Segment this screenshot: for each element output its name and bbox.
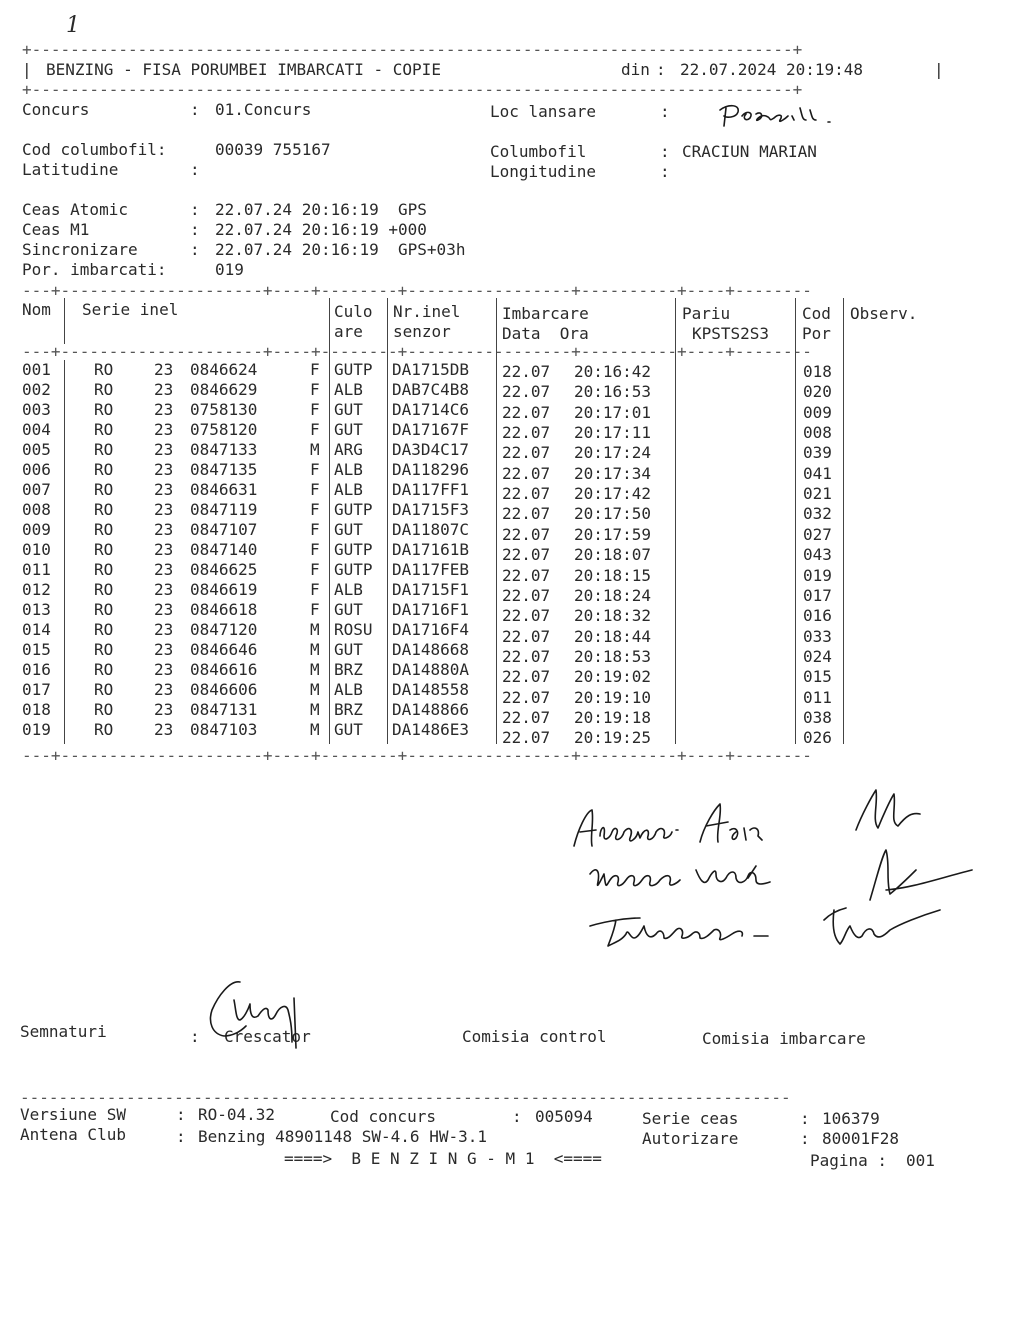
row-ring-number: 0846631 — [190, 480, 258, 499]
ceas-m1-value: 22.07.24 20:16:19 +000 — [215, 220, 427, 239]
row-embark-time: 20:17:59 — [574, 525, 652, 544]
row-color: GUT — [334, 520, 363, 539]
row-sex: F — [310, 600, 320, 619]
row-sex: F — [310, 560, 320, 579]
row-cod-por: 026 — [803, 728, 832, 747]
autorizare-separator: : — [800, 1129, 810, 1148]
footer-separator: -------------------------------------------------------------------------------- — [20, 1088, 791, 1107]
row-sensor-ring: DA1715F1 — [392, 580, 470, 599]
row-embark-time: 20:17:01 — [574, 403, 652, 422]
row-color: ALB — [334, 580, 363, 599]
row-embark-date: 22.07 — [502, 362, 551, 381]
row-color: GUT — [334, 400, 363, 419]
row-year: 23 — [154, 500, 174, 519]
row-nom: 012 — [22, 580, 51, 599]
row-color: GUTP — [334, 360, 373, 379]
header-date-label: din — [621, 60, 650, 79]
row-embark-time: 20:18:24 — [574, 586, 652, 605]
loc-lansare-handwriting — [718, 100, 848, 132]
antena-club-label: Antena Club — [20, 1125, 126, 1144]
row-cod-por: 008 — [803, 423, 832, 442]
row-embark-time: 20:16:53 — [574, 382, 652, 401]
page-number-mark: 1 — [66, 13, 80, 38]
antena-club-separator: : — [176, 1127, 186, 1146]
row-color: ARG — [334, 440, 363, 459]
row-cod-por: 018 — [803, 362, 832, 381]
row-cod-por: 021 — [803, 484, 832, 503]
row-sex: F — [310, 540, 320, 559]
table-bottom-border: ---+---------------------+----+--------+-----------------+----------+----+-------- — [22, 746, 812, 765]
ceas-m1-separator: : — [190, 220, 200, 239]
concurs-separator: : — [190, 100, 200, 119]
row-embark-date: 22.07 — [502, 708, 551, 727]
row-sensor-ring: DA11807C — [392, 520, 470, 539]
row-embark-date: 22.07 — [502, 606, 551, 625]
row-nom: 001 — [22, 360, 51, 379]
row-sensor-ring: DA148558 — [392, 680, 470, 699]
row-cod-por: 016 — [803, 606, 832, 625]
row-sex: M — [310, 700, 320, 719]
row-cod-por: 041 — [803, 464, 832, 483]
row-ring-number: 0847119 — [190, 500, 258, 519]
row-sex: F — [310, 580, 320, 599]
row-ring-number: 0846616 — [190, 660, 258, 679]
col-divider — [496, 298, 497, 744]
row-cod-por: 020 — [803, 382, 832, 401]
row-embark-date: 22.07 — [502, 484, 551, 503]
longitudine-separator: : — [660, 162, 670, 181]
row-embark-time: 20:17:50 — [574, 504, 652, 523]
row-cod-por: 019 — [803, 566, 832, 585]
latitudine-separator: : — [190, 160, 200, 179]
header-right-pipe: | — [934, 60, 944, 79]
concurs-value: 01.Concurs — [215, 100, 312, 119]
row-embark-time: 20:19:10 — [574, 688, 652, 707]
row-year: 23 — [154, 420, 174, 439]
row-embark-time: 20:17:42 — [574, 484, 652, 503]
row-embark-time: 20:18:53 — [574, 647, 652, 666]
row-embark-date: 22.07 — [502, 667, 551, 686]
table-header-separator: ---+---------------------+----+--------+-----------------+----------+----+-------- — [22, 342, 812, 361]
benzing-brand-line: ====> B E N Z I N G - M 1 <==== — [284, 1149, 602, 1168]
row-sex: F — [310, 400, 320, 419]
row-cod-por: 032 — [803, 504, 832, 523]
row-color: GUTP — [334, 560, 373, 579]
col-header-nom: Nom — [22, 300, 51, 319]
header-bottom-border: +-------------------------------------------------------------------------------+ — [22, 80, 803, 99]
row-embark-date: 22.07 — [502, 382, 551, 401]
row-country: RO — [94, 400, 114, 419]
row-sex: F — [310, 480, 320, 499]
col-divider — [329, 298, 330, 744]
row-embark-time: 20:17:24 — [574, 443, 652, 462]
row-color: BRZ — [334, 700, 363, 719]
row-sex: F — [310, 360, 320, 379]
row-country: RO — [94, 480, 114, 499]
row-sensor-ring: DAB7C4B8 — [392, 380, 470, 399]
row-sensor-ring: DA17161B — [392, 540, 470, 559]
col-header-imbarcare-2: Data Ora — [502, 324, 589, 343]
row-ring-number: 0846646 — [190, 640, 258, 659]
row-country: RO — [94, 360, 114, 379]
document-title: BENZING - FISA PORUMBEI IMBARCATI - COPIE — [46, 60, 441, 79]
row-cod-por: 027 — [803, 525, 832, 544]
row-cod-por: 015 — [803, 667, 832, 686]
row-country: RO — [94, 720, 114, 739]
row-nom: 018 — [22, 700, 51, 719]
row-sex: M — [310, 720, 320, 739]
row-embark-time: 20:18:15 — [574, 566, 652, 585]
comisia-imbarcare-label: Comisia imbarcare — [702, 1029, 866, 1048]
row-year: 23 — [154, 700, 174, 719]
row-color: GUT — [334, 420, 363, 439]
row-country: RO — [94, 540, 114, 559]
row-country: RO — [94, 380, 114, 399]
commission-signatures — [560, 770, 980, 970]
row-year: 23 — [154, 680, 174, 699]
sincronizare-value: 22.07.24 20:16:19 GPS+03h — [215, 240, 466, 259]
row-sensor-ring: DA148866 — [392, 700, 470, 719]
col-header-cod-por-2: Por — [802, 324, 831, 343]
col-divider — [387, 298, 388, 744]
row-sex: M — [310, 640, 320, 659]
row-year: 23 — [154, 440, 174, 459]
ceas-m1-label: Ceas M1 — [22, 220, 90, 239]
row-embark-date: 22.07 — [502, 403, 551, 422]
row-sex: M — [310, 440, 320, 459]
row-year: 23 — [154, 520, 174, 539]
row-nom: 014 — [22, 620, 51, 639]
row-country: RO — [94, 580, 114, 599]
row-year: 23 — [154, 620, 174, 639]
col-header-culoare-1: Culo — [334, 302, 373, 321]
col-header-nr-inel-1: Nr.inel — [393, 302, 461, 321]
row-color: ALB — [334, 480, 363, 499]
col-divider — [64, 298, 65, 344]
serie-ceas-value: 106379 — [822, 1109, 880, 1128]
row-country: RO — [94, 700, 114, 719]
ceas-atomic-label: Ceas Atomic — [22, 200, 128, 219]
row-country: RO — [94, 600, 114, 619]
row-color: GUTP — [334, 500, 373, 519]
row-sex: F — [310, 500, 320, 519]
row-year: 23 — [154, 400, 174, 419]
row-country: RO — [94, 640, 114, 659]
semnaturi-label: Semnaturi — [20, 1022, 107, 1041]
row-embark-date: 22.07 — [502, 728, 551, 747]
row-sex: M — [310, 620, 320, 639]
header-left-pipe: | — [22, 60, 32, 79]
row-sensor-ring: DA1486E3 — [392, 720, 470, 739]
row-nom: 010 — [22, 540, 51, 559]
row-country: RO — [94, 560, 114, 579]
col-divider — [795, 298, 796, 744]
row-nom: 015 — [22, 640, 51, 659]
row-sensor-ring: DA118296 — [392, 460, 470, 479]
row-sensor-ring: DA117FEB — [392, 560, 470, 579]
row-year: 23 — [154, 600, 174, 619]
latitudine-label: Latitudine — [22, 160, 119, 179]
row-year: 23 — [154, 640, 174, 659]
col-header-serie-inel: Serie inel — [82, 300, 179, 319]
row-cod-por: 038 — [803, 708, 832, 727]
versiune-sw-value: RO-04.32 — [198, 1105, 276, 1124]
row-country: RO — [94, 660, 114, 679]
row-year: 23 — [154, 380, 174, 399]
row-sensor-ring: DA1714C6 — [392, 400, 470, 419]
row-ring-number: 0846618 — [190, 600, 258, 619]
row-embark-date: 22.07 — [502, 443, 551, 462]
row-year: 23 — [154, 580, 174, 599]
row-country: RO — [94, 420, 114, 439]
row-embark-time: 20:18:44 — [574, 627, 652, 646]
row-embark-date: 22.07 — [502, 647, 551, 666]
row-sex: F — [310, 520, 320, 539]
crescator-signature — [200, 970, 320, 1050]
row-embark-time: 20:19:18 — [574, 708, 652, 727]
col-header-observatii: Observ. — [850, 304, 918, 323]
row-sex: F — [310, 420, 320, 439]
row-color: GUTP — [334, 540, 373, 559]
row-ring-number: 0846625 — [190, 560, 258, 579]
ceas-atomic-value: 22.07.24 20:16:19 GPS — [215, 200, 427, 219]
row-nom: 011 — [22, 560, 51, 579]
row-ring-number: 0846606 — [190, 680, 258, 699]
header-top-border: +-------------------------------------------------------------------------------+ — [22, 40, 803, 59]
autorizare-label: Autorizare — [642, 1129, 739, 1148]
row-ring-number: 0847107 — [190, 520, 258, 539]
sincronizare-separator: : — [190, 240, 200, 259]
columbofil-separator: : — [660, 142, 670, 161]
row-nom: 002 — [22, 380, 51, 399]
col-header-culoare-2: are — [334, 322, 363, 341]
row-embark-date: 22.07 — [502, 586, 551, 605]
row-year: 23 — [154, 460, 174, 479]
row-sensor-ring: DA14880A — [392, 660, 470, 679]
col-divider — [843, 298, 844, 744]
col-divider — [64, 360, 65, 744]
row-nom: 008 — [22, 500, 51, 519]
row-year: 23 — [154, 480, 174, 499]
row-embark-time: 20:19:25 — [574, 728, 652, 747]
longitudine-label: Longitudine — [490, 162, 596, 181]
table-top-border: ---+---------------------+----+--------+-----------------+----------+----+-------- — [22, 281, 812, 300]
comisia-control-label: Comisia control — [462, 1027, 607, 1046]
row-sensor-ring: DA1716F4 — [392, 620, 470, 639]
row-ring-number: 0847133 — [190, 440, 258, 459]
pagina-label: Pagina : — [810, 1151, 888, 1170]
row-nom: 016 — [22, 660, 51, 679]
col-divider — [675, 298, 676, 744]
row-cod-por: 043 — [803, 545, 832, 564]
autorizare-value: 80001F28 — [822, 1129, 900, 1148]
row-embark-date: 22.07 — [502, 464, 551, 483]
row-color: ALB — [334, 380, 363, 399]
row-color: BRZ — [334, 660, 363, 679]
row-sex: F — [310, 460, 320, 479]
header-date-value: 22.07.2024 20:19:48 — [680, 60, 864, 79]
row-sensor-ring: DA1715F3 — [392, 500, 470, 519]
row-embark-time: 20:16:42 — [574, 362, 652, 381]
row-ring-number: 0847140 — [190, 540, 258, 559]
row-ring-number: 0846619 — [190, 580, 258, 599]
row-country: RO — [94, 520, 114, 539]
ceas-atomic-separator: : — [190, 200, 200, 219]
row-embark-time: 20:19:02 — [574, 667, 652, 686]
row-color: GUT — [334, 640, 363, 659]
serie-ceas-separator: : — [800, 1109, 810, 1128]
col-header-nr-inel-2: senzor — [393, 322, 451, 341]
versiune-sw-separator: : — [176, 1105, 186, 1124]
row-sensor-ring: DA148668 — [392, 640, 470, 659]
row-ring-number: 0758130 — [190, 400, 258, 419]
row-color: ALB — [334, 460, 363, 479]
row-year: 23 — [154, 560, 174, 579]
col-header-cod-por-1: Cod — [802, 304, 831, 323]
row-nom: 019 — [22, 720, 51, 739]
row-cod-por: 039 — [803, 443, 832, 462]
row-embark-time: 20:18:07 — [574, 545, 652, 564]
cod-concurs-separator: : — [512, 1107, 522, 1126]
row-embark-date: 22.07 — [502, 525, 551, 544]
sincronizare-label: Sincronizare — [22, 240, 138, 259]
row-nom: 005 — [22, 440, 51, 459]
row-nom: 007 — [22, 480, 51, 499]
row-ring-number: 0847135 — [190, 460, 258, 479]
row-country: RO — [94, 460, 114, 479]
row-embark-date: 22.07 — [502, 423, 551, 442]
porumbei-imbarcati-label: Por. imbarcati: — [22, 260, 167, 279]
row-embark-date: 22.07 — [502, 545, 551, 564]
semnaturi-separator: : — [190, 1027, 200, 1046]
row-sensor-ring: DA3D4C17 — [392, 440, 470, 459]
row-ring-number: 0847131 — [190, 700, 258, 719]
row-country: RO — [94, 500, 114, 519]
row-country: RO — [94, 680, 114, 699]
serie-ceas-label: Serie ceas — [642, 1109, 739, 1128]
row-year: 23 — [154, 360, 174, 379]
col-header-pariu-2: KPSTS2S3 — [692, 324, 770, 343]
cod-concurs-value: 005094 — [535, 1107, 593, 1126]
row-color: ALB — [334, 680, 363, 699]
row-sex: M — [310, 660, 320, 679]
row-cod-por: 024 — [803, 647, 832, 666]
concurs-label: Concurs — [22, 100, 90, 119]
row-ring-number: 0847120 — [190, 620, 258, 639]
row-embark-time: 20:18:32 — [574, 606, 652, 625]
row-sex: M — [310, 680, 320, 699]
row-nom: 006 — [22, 460, 51, 479]
columbofil-value: CRACIUN MARIAN — [682, 142, 817, 161]
loc-lansare-label: Loc lansare — [490, 102, 596, 121]
row-embark-date: 22.07 — [502, 566, 551, 585]
col-header-pariu-1: Pariu — [682, 304, 731, 323]
row-nom: 009 — [22, 520, 51, 539]
cod-concurs-label: Cod concurs — [330, 1107, 436, 1126]
row-ring-number: 0758120 — [190, 420, 258, 439]
row-embark-date: 22.07 — [502, 627, 551, 646]
row-color: ROSU — [334, 620, 373, 639]
row-color: GUT — [334, 600, 363, 619]
row-cod-por: 017 — [803, 586, 832, 605]
row-cod-por: 009 — [803, 403, 832, 422]
row-ring-number: 0846624 — [190, 360, 258, 379]
cod-columbofil-label: Cod columbofil: — [22, 140, 167, 159]
row-year: 23 — [154, 720, 174, 739]
cod-columbofil-value: 00039 755167 — [215, 140, 331, 159]
antena-club-value: Benzing 48901148 SW-4.6 HW-3.1 — [198, 1127, 487, 1146]
row-embark-date: 22.07 — [502, 688, 551, 707]
row-cod-por: 033 — [803, 627, 832, 646]
porumbei-imbarcati-value: 019 — [215, 260, 244, 279]
pagina-value: 001 — [906, 1151, 935, 1170]
row-sensor-ring: DA17167F — [392, 420, 470, 439]
col-header-imbarcare-1: Imbarcare — [502, 304, 589, 323]
loc-lansare-separator: : — [660, 102, 670, 121]
row-year: 23 — [154, 660, 174, 679]
row-sensor-ring: DA1716F1 — [392, 600, 470, 619]
row-sex: F — [310, 380, 320, 399]
columbofil-label: Columbofil — [490, 142, 587, 161]
row-nom: 013 — [22, 600, 51, 619]
row-color: GUT — [334, 720, 363, 739]
row-embark-date: 22.07 — [502, 504, 551, 523]
row-country: RO — [94, 620, 114, 639]
row-embark-time: 20:17:11 — [574, 423, 652, 442]
row-sensor-ring: DA117FF1 — [392, 480, 470, 499]
row-cod-por: 011 — [803, 688, 832, 707]
row-nom: 004 — [22, 420, 51, 439]
header-date-separator: : — [656, 60, 666, 79]
row-year: 23 — [154, 540, 174, 559]
row-nom: 003 — [22, 400, 51, 419]
row-embark-time: 20:17:34 — [574, 464, 652, 483]
row-ring-number: 0847103 — [190, 720, 258, 739]
row-country: RO — [94, 440, 114, 459]
row-ring-number: 0846629 — [190, 380, 258, 399]
versiune-sw-label: Versiune SW — [20, 1105, 126, 1124]
row-nom: 017 — [22, 680, 51, 699]
row-sensor-ring: DA1715DB — [392, 360, 470, 379]
crescator-label: Crescator — [224, 1027, 311, 1046]
